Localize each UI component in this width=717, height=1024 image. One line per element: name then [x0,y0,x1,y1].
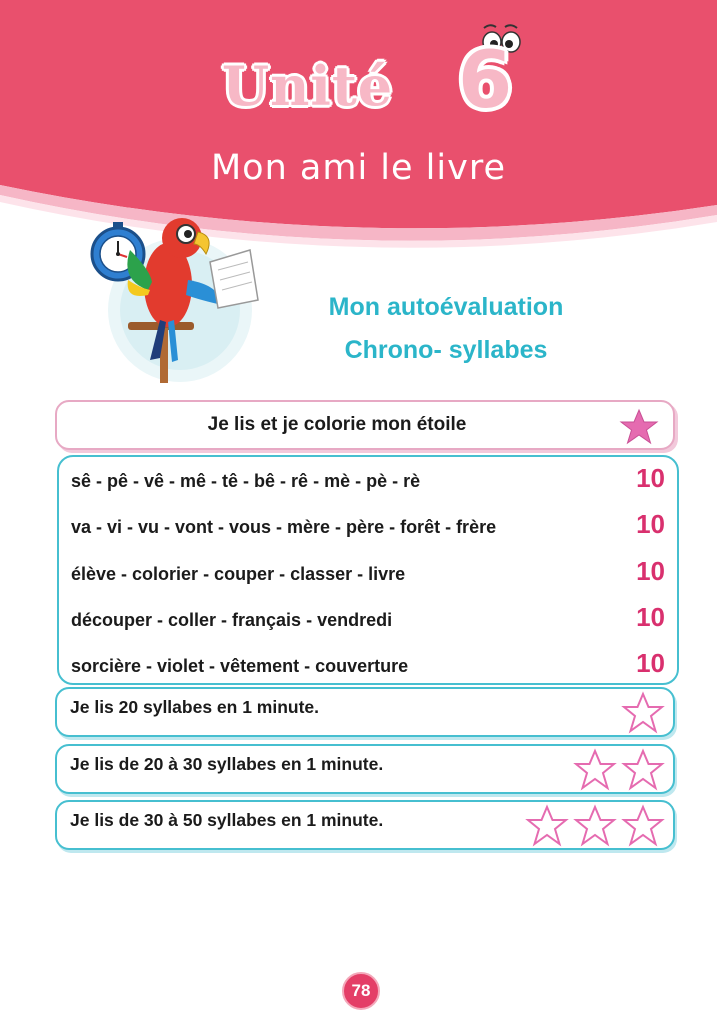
level-text: Je lis 20 syllabes en 1 minute. [70,697,320,717]
level-stars [621,691,665,735]
unit-subtitle: Mon ami le livre [210,148,506,188]
syllable-table [57,455,679,685]
syllable-count: 10 [636,602,665,632]
level-box-2 [55,744,675,794]
syllable-count: 10 [636,556,665,586]
outline-star-icon[interactable] [525,804,569,848]
syllable-text: sê - pê - vê - mê - tê - bê - rê - mè - pè - rè [71,471,421,491]
section-title: Mon autoévaluation [328,293,564,321]
syllable-count: 10 [636,463,665,493]
syllable-text: va - vi - vu - vont - vous - mère - père - forêt - frère [71,517,497,537]
level-box-1 [55,687,675,737]
syllable-text: découper - coller - français - vendredi [71,610,393,630]
filled-star-icon [617,408,661,446]
outline-star-icon[interactable] [621,748,665,792]
outline-star-icon[interactable] [621,691,665,735]
parrot-mascot-icon [80,210,270,385]
syllable-count: 10 [636,509,665,539]
outline-star-icon[interactable] [573,748,617,792]
outline-star-icon[interactable] [621,804,665,848]
syllable-text: élève - colorier - couper - classer - livre [71,564,406,584]
syllable-row [71,600,671,640]
page-number: 78 [342,972,380,1010]
instruction-text: Je lis et je colorie mon étoile [207,414,467,435]
section-subtitle: Chrono- syllabes [344,336,548,364]
level-text: Je lis de 20 à 30 syllabes en 1 minute. [70,754,384,774]
syllable-text: sorcière - violet - vêtement - couverture [71,656,409,676]
syllable-count: 10 [636,648,665,678]
level-box-3 [55,800,675,850]
unit-number-badge [448,20,528,126]
syllable-row [71,461,671,501]
syllable-row [71,554,671,594]
instruction-box [55,400,675,450]
level-stars [573,748,665,792]
syllable-row [71,646,671,686]
level-stars [525,804,665,848]
outline-star-icon[interactable] [573,804,617,848]
unit-number: 6 [458,36,513,126]
level-text: Je lis de 30 à 50 syllabes en 1 minute. [70,810,384,830]
syllable-row [71,507,671,547]
unit-title: Unité [222,54,394,118]
